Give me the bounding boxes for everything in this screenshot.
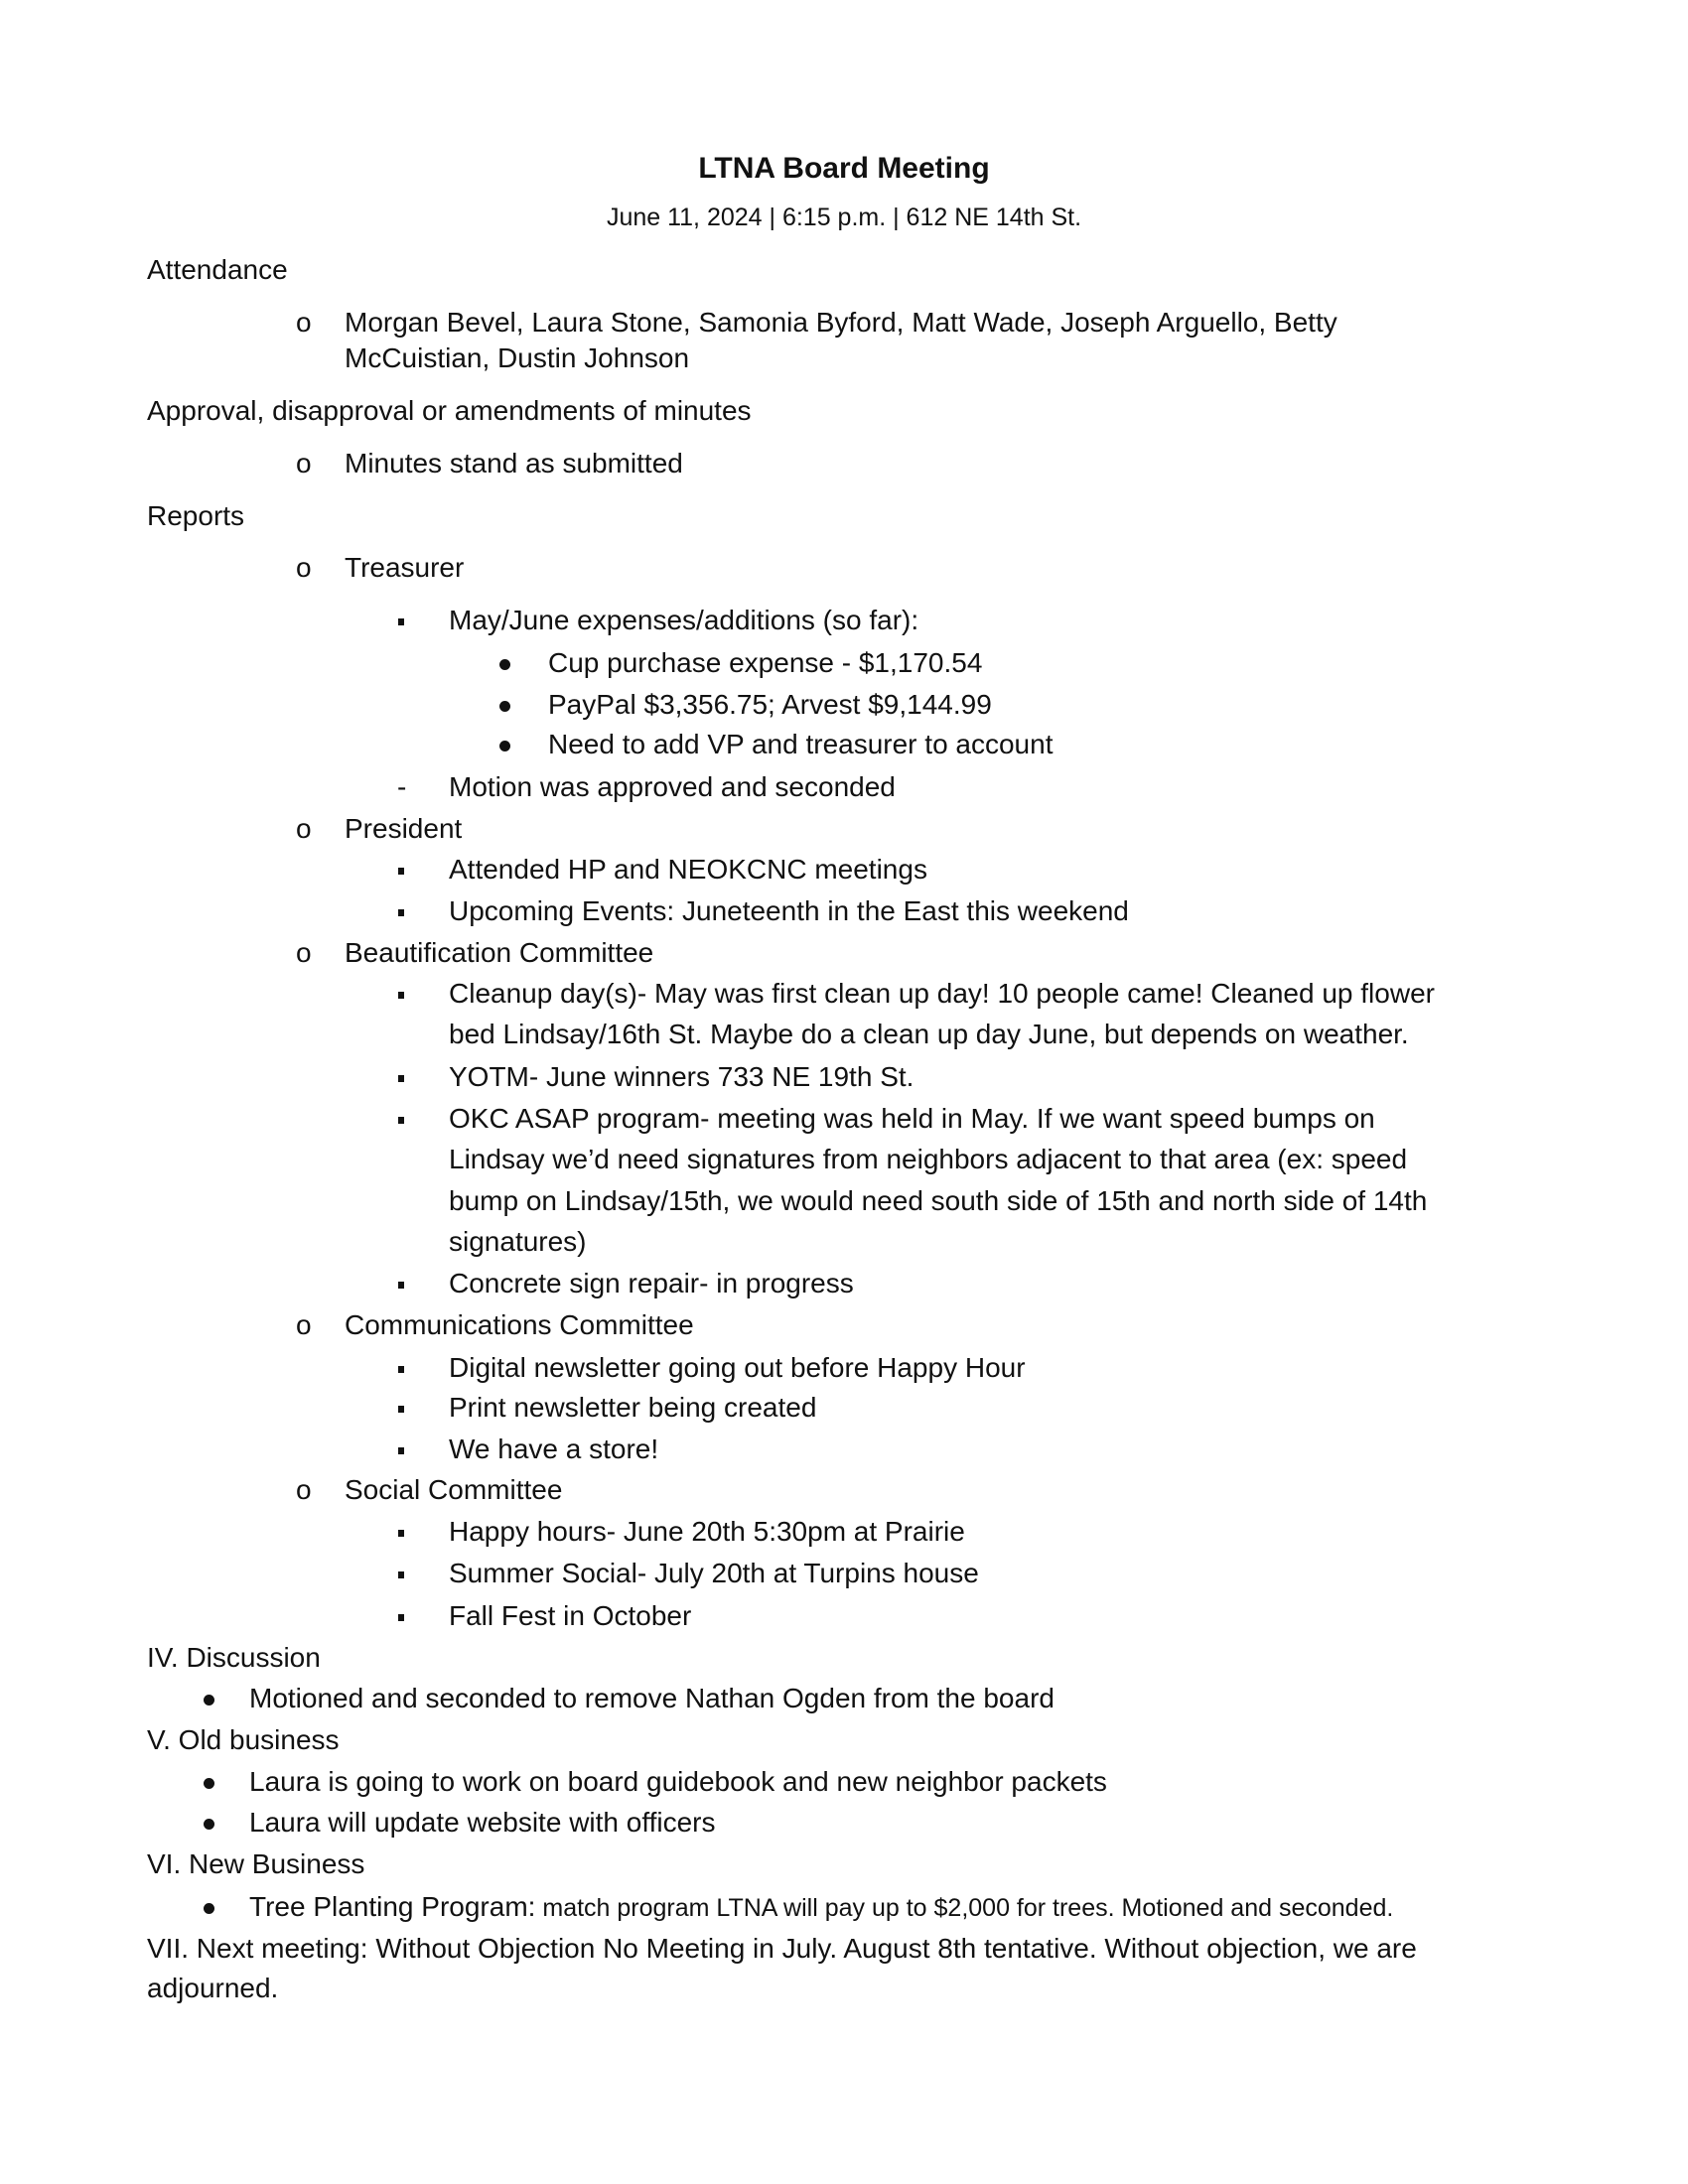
square-bullet-icon bbox=[398, 604, 404, 637]
round-bullet-icon bbox=[204, 1890, 214, 1924]
beautification-cleanup-line: bed Lindsay/16th St. Maybe do a clean up day June, but depends on weather. bbox=[449, 1019, 1409, 1049]
report-beautification-label: Beautification Committee bbox=[345, 937, 654, 968]
round-bullet-icon bbox=[204, 1682, 214, 1715]
treasurer-motion: Motion was approved and seconded bbox=[449, 771, 896, 802]
square-bullet-icon bbox=[398, 1267, 404, 1300]
communications-item: We have a store! bbox=[449, 1433, 659, 1464]
social-item: Fall Fest in October bbox=[449, 1600, 692, 1631]
square-bullet-icon bbox=[398, 1102, 404, 1136]
communications-item: Print newsletter being created bbox=[449, 1392, 817, 1423]
list-marker-circle: o bbox=[296, 813, 312, 844]
report-president-label: President bbox=[345, 813, 463, 844]
section-heading-old-business: V. Old business bbox=[147, 1724, 340, 1755]
president-item: Upcoming Events: Juneteenth in the East this weekend bbox=[449, 895, 1129, 926]
list-marker-circle: o bbox=[296, 1474, 312, 1505]
expense-item: Cup purchase expense - $1,170.54 bbox=[548, 647, 983, 678]
section-heading-discussion: IV. Discussion bbox=[147, 1642, 321, 1673]
meeting-details: June 11, 2024 | 6:15 p.m. | 612 NE 14th St. bbox=[606, 204, 1082, 231]
attendance-line: McCuistian, Dustin Johnson bbox=[345, 342, 690, 373]
old-business-item: Laura is going to work on board guidebook and new neighbor packets bbox=[249, 1766, 1107, 1797]
list-marker-circle: o bbox=[296, 937, 312, 968]
section-heading-reports: Reports bbox=[147, 500, 245, 531]
list-marker-circle: o bbox=[296, 1309, 312, 1340]
list-marker-circle: o bbox=[296, 448, 312, 478]
square-bullet-icon bbox=[398, 894, 404, 928]
approval-item: Minutes stand as submitted bbox=[345, 448, 683, 478]
next-meeting-line: VII. Next meeting: Without Objection No Meeting in July. August 8th tentative. Without objection, we are bbox=[147, 1933, 1417, 1964]
report-social-label: Social Committee bbox=[345, 1474, 563, 1505]
expense-item: Need to add VP and treasurer to account bbox=[548, 729, 1054, 759]
square-bullet-icon bbox=[398, 977, 404, 1011]
beautification-sign: Concrete sign repair- in progress bbox=[449, 1268, 854, 1298]
list-marker-circle: o bbox=[296, 307, 312, 338]
president-item: Attended HP and NEOKCNC meetings bbox=[449, 854, 927, 885]
report-treasurer-label: Treasurer bbox=[345, 552, 465, 583]
square-bullet-icon bbox=[398, 853, 404, 887]
dash-marker: - bbox=[397, 771, 407, 802]
round-bullet-icon bbox=[204, 1765, 214, 1799]
social-item: Summer Social- July 20th at Turpins house bbox=[449, 1558, 979, 1588]
square-bullet-icon bbox=[398, 1433, 404, 1466]
square-bullet-icon bbox=[398, 1060, 404, 1094]
expense-item: PayPal $3,356.75; Arvest $9,144.99 bbox=[548, 689, 992, 720]
beautification-asap-line: OKC ASAP program- meeting was held in May. If we want speed bumps on bbox=[449, 1103, 1375, 1134]
square-bullet-icon bbox=[398, 1351, 404, 1385]
social-item: Happy hours- June 20th 5:30pm at Prairie bbox=[449, 1516, 965, 1547]
square-bullet-icon bbox=[398, 1599, 404, 1633]
new-business-item bbox=[249, 1890, 1393, 1925]
old-business-item: Laura will update website with officers bbox=[249, 1807, 716, 1838]
square-bullet-icon bbox=[398, 1557, 404, 1590]
beautification-asap-line: signatures) bbox=[449, 1226, 587, 1257]
attendance-line: Morgan Bevel, Laura Stone, Samonia Byford, Matt Wade, Joseph Arguello, Betty bbox=[345, 307, 1337, 338]
discussion-item: Motioned and seconded to remove Nathan Ogden from the board bbox=[249, 1683, 1055, 1713]
section-heading-approval: Approval, disapproval or amendments of minutes bbox=[147, 395, 752, 426]
treasurer-expenses-label: May/June expenses/additions (so far): bbox=[449, 605, 919, 635]
report-communications-label: Communications Committee bbox=[345, 1309, 694, 1340]
list-marker-circle: o bbox=[296, 552, 312, 583]
section-heading-attendance: Attendance bbox=[147, 254, 288, 285]
round-bullet-icon bbox=[499, 688, 510, 722]
square-bullet-icon bbox=[398, 1391, 404, 1425]
round-bullet-icon bbox=[499, 728, 510, 761]
beautification-yotm: YOTM- June winners 733 NE 19th St. bbox=[449, 1061, 914, 1092]
beautification-asap-line: Lindsay we’d need signatures from neighbors adjacent to that area (ex: speed bbox=[449, 1144, 1408, 1174]
communications-item: Digital newsletter going out before Happy Hour bbox=[449, 1352, 1026, 1383]
next-meeting-line: adjourned. bbox=[147, 1973, 279, 2003]
new-business-item-label: Tree Planting Program: bbox=[249, 1891, 536, 1922]
document-title: LTNA Board Meeting bbox=[698, 152, 990, 185]
section-heading-new-business: VI. New Business bbox=[147, 1848, 365, 1879]
round-bullet-icon bbox=[499, 646, 510, 680]
new-business-item-detail: match program LTNA will pay up to $2,000 for trees. Motioned and seconded. bbox=[535, 1894, 1394, 1922]
beautification-asap-line: bump on Lindsay/15th, we would need south side of 15th and north side of 14th bbox=[449, 1185, 1428, 1216]
beautification-cleanup-line: Cleanup day(s)- May was first clean up day! 10 people came! Cleaned up flower bbox=[449, 978, 1435, 1009]
round-bullet-icon bbox=[204, 1806, 214, 1840]
square-bullet-icon bbox=[398, 1515, 404, 1549]
